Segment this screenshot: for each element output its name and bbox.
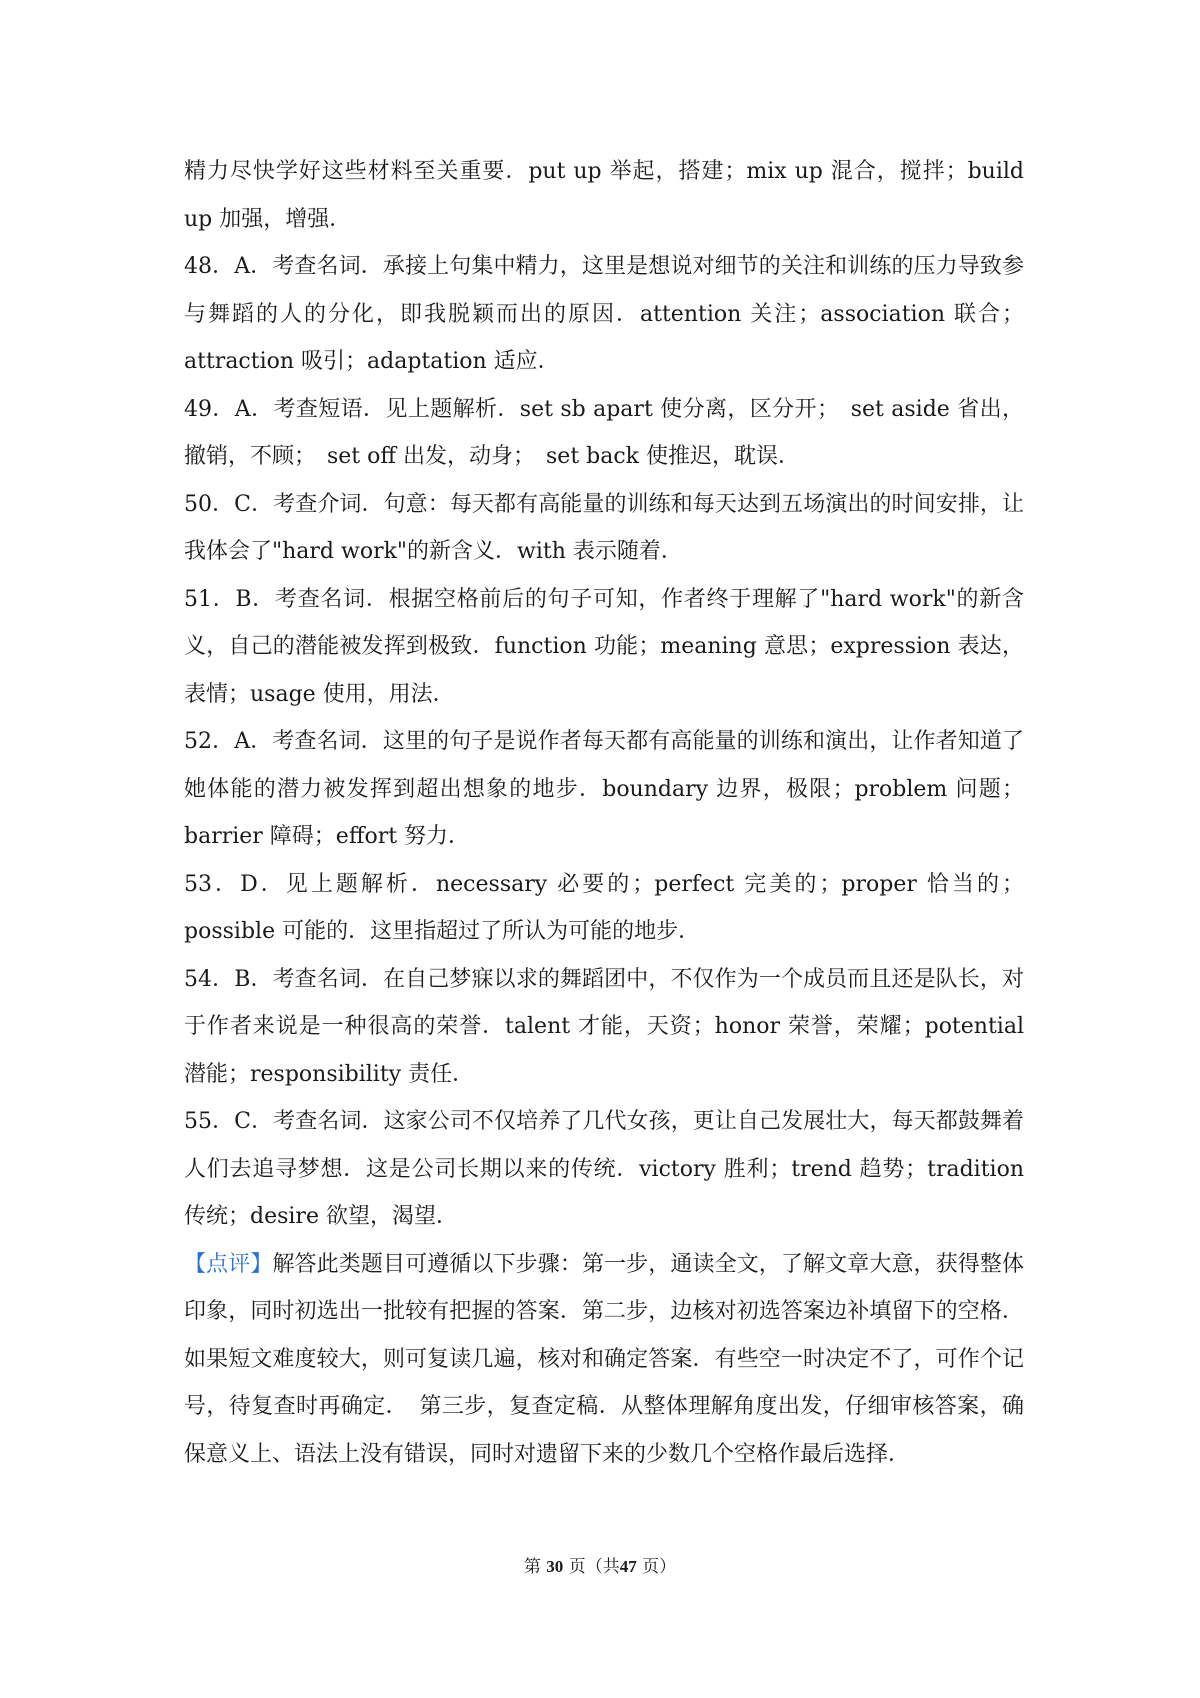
answer-51: 51．B．考查名词．根据空格前后的句子可知，作者终于理解了"hard work"的新含义，自己的潜能被发挥到极致．function 功能；meaning 意思；expression 表达，表情；usage 使用，用法．	[184, 586, 1024, 707]
answer-50: 50．C．考查介词．句意：每天都有高能量的训练和每天达到五场演出的时间安排，让我体会了"hard work"的新含义．with 表示随着．	[184, 491, 1024, 564]
answer-53: 53．D．见上题解析．necessary 必要的；perfect 完美的；proper 恰当的；possible 可能的．这里指超过了所认为可能的地步．	[184, 871, 1024, 944]
comment-label: 【点评】	[184, 1251, 273, 1277]
comment-text: 解答此类题目可遵循以下步骤：第一步，通读全文，了解文章大意，获得整体印象，同时初选出一批较有把握的答案．第二步，边核对初选答案边补填留下的空格．如果短文难度较大，则可复读几遍，核对和确定答案．有些空一时决定不了，可作个记号，待复查时再确定． 第三步，复查定稿．从整体理解角度出发，仔细审核答案，确保意义上、语法上没有错误，同时对遗留下来的少数几个空格作最后选择．	[184, 1251, 1024, 1467]
footer-page-number: 30	[546, 1557, 564, 1576]
footer-middle: 页（共	[568, 1557, 620, 1577]
answer-54: 54．B．考查名词．在自己梦寐以求的舞蹈团中，不仅作为一个成员而且还是队长，对于作者来说是一种很高的荣誉．talent 才能，天资；honor 荣誉，荣耀；potential 潜能；responsibility 责任．	[184, 966, 1024, 1087]
comment-paragraph	[184, 1241, 1024, 1479]
document-body	[184, 148, 1024, 1478]
footer-suffix: 页）	[642, 1557, 677, 1577]
answer-52: 52．A．考查名词．这里的句子是说作者每天都有高能量的训练和演出，让作者知道了她体能的潜力被发挥到超出想象的地步．boundary 边界，极限；problem 问题；barrier 障碍；effort 努力．	[184, 729, 1024, 849]
paragraph-continuation: 精力尽快学好这些材料至关重要．put up 举起，搭建；mix up 混合，搅拌；build up 加强，增强．	[184, 159, 1024, 232]
answer-55: 55．C．考查名词．这家公司不仅培养了几代女孩，更让自己发展壮大，每天都鼓舞着人们去追寻梦想．这是公司长期以来的传统．victory 胜利；trend 趋势；tradition 传统；desire 欲望，渴望．	[184, 1109, 1024, 1229]
page-footer	[0, 1552, 1200, 1577]
answer-49: 49．A．考查短语．见上题解析．set sb apart 使分离，区分开； set aside 省出，撤销，不顾； set off 出发，动身； set back 使推迟，耽误．	[184, 396, 1024, 469]
answer-48: 48．A．考查名词．承接上句集中精力，这里是想说对细节的关注和训练的压力导致参与舞蹈的人的分化，即我脱颖而出的原因．attention 关注；association 联合；attraction 吸引；adaptation 适应．	[184, 254, 1024, 374]
footer-prefix: 第	[523, 1557, 541, 1577]
footer-total-pages: 47	[619, 1557, 637, 1576]
